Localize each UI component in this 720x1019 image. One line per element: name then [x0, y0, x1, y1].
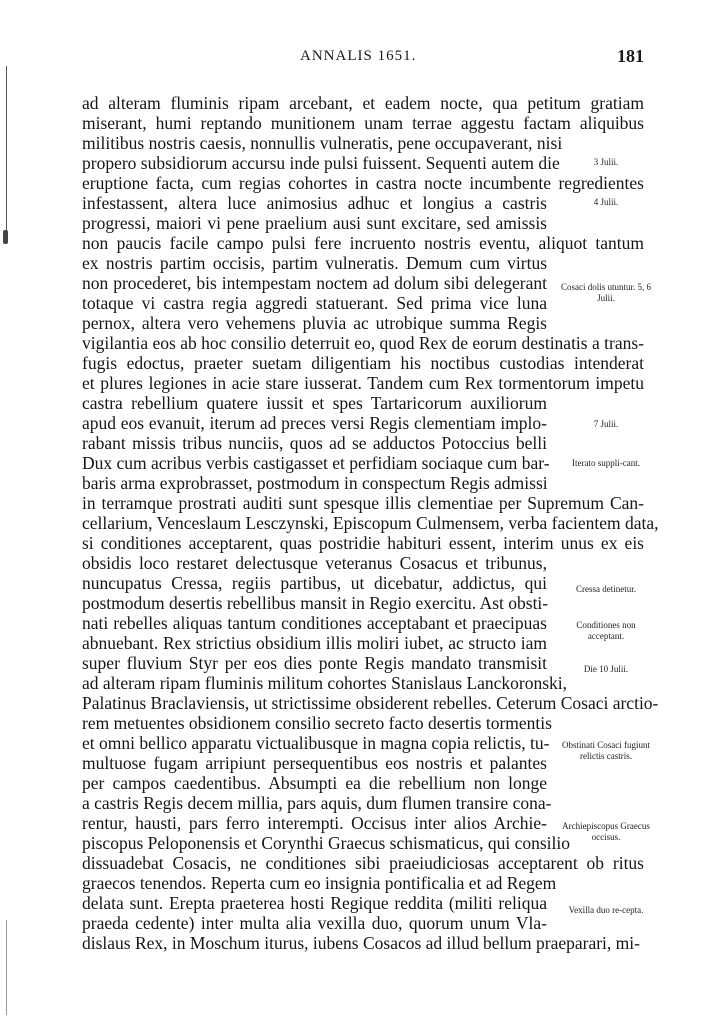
- page-edge-mark: [3, 230, 8, 244]
- margin-note: Vexilla duo re-cepta.: [568, 905, 644, 915]
- text-line: fugis edoctus, praeter suetam diligentiam his noctibus custodias intenderat: [82, 353, 644, 373]
- margin-note: Cressa detinetur.: [576, 584, 636, 594]
- text-line: infestassent, altera luce animosius adhuc et longius a castris: [82, 193, 547, 213]
- text-line: apud eos evanuit, iterum ad preces versi Regis clementiam implo-: [82, 413, 547, 433]
- margin-note: Die 10 Julii.: [583, 664, 629, 674]
- text-line: a castris Regis decem millia, pars aquis, dum flumen transire cona-: [82, 793, 552, 813]
- margin-note: Conditiones non acceptant.: [576, 620, 636, 641]
- text-line: dislaus Rex, in Moschum iturus, iubens Cosacos ad illud bellum praeparari, mi-: [82, 933, 640, 953]
- text-line: per campos caedentibus. Absumpti ea die rebellium non longe: [82, 773, 547, 793]
- text-line: si conditiones acceptarent, quas postridie habituri essent, interim unus ex eis: [82, 533, 644, 553]
- text-line: Dux cum acribus verbis castigasset et perfidiam sociaque cum bar-: [82, 453, 550, 473]
- text-line: in terramque prostrati auditi sunt spesque illis clementiae per Supremum Can-: [82, 493, 644, 513]
- text-line: eruptione facta, cum regias cohortes in castra nocte incumbente regredientes: [82, 173, 644, 193]
- text-line: multuose fugam arripiunt persequentibus eos nostris et palantes: [82, 753, 547, 773]
- text-line: et omni bellico apparatu victualibusque in magna copia relictis, tu-: [82, 733, 550, 753]
- margin-note: 3 Julii.: [593, 157, 619, 167]
- text-line: graecos tenendos. Reperta cum eo insignia pontificalia et ad Regem: [82, 873, 557, 893]
- text-line: Palatinus Braclaviensis, ut strictissime obsiderent rebelles. Ceterum Cosaci arctio-: [82, 693, 659, 713]
- text-line: pernox, altera vero vehemens pluvia ac utrobique summa Regis: [82, 313, 547, 333]
- margin-note: 4 Julii.: [593, 197, 619, 207]
- margin-note: Cosaci dolis utuntur. 5, 6 Julii.: [561, 282, 651, 303]
- text-line: propero subsidiorum accursu inde pulsi fuissent. Sequenti autem die: [82, 153, 560, 173]
- text-line: et plures legiones in acie stare iusserat. Tandem cum Rex tormentorum impetu: [82, 373, 644, 393]
- text-line: vigilantia eos ab hoc consilio deterruit eo, quod Rex de eorum destinatis a trans-: [82, 333, 644, 353]
- text-line: progressi, maiori vi pene praelium ausi sunt excitare, sed amissis: [82, 213, 547, 233]
- text-line: cellarium, Venceslaum Lesczynski, Episcopum Culmensem, verba facientem data,: [82, 513, 659, 533]
- page-number: 181: [617, 46, 644, 66]
- text-line: baris arma exprobrasset, postmodum in conspectum Regis admissi: [82, 473, 548, 493]
- margin-note: Archiepiscopus Graecus occisus.: [562, 821, 650, 842]
- text-line: dissuadebat Cosacis, ne conditiones sibi praeiudiciosas acceptarent ob ritus: [82, 853, 644, 873]
- text-line: non paucis facile campo pulsi fere incruento nostris eventu, aliquot tantum: [82, 233, 644, 253]
- text-line: delata sunt. Erepta praeterea hosti Regique reddita (militi reliqua: [82, 893, 547, 913]
- text-line: militibus nostris caesis, nonnullis vulneratis, pene occupaverant, nisi: [82, 133, 563, 153]
- text-line: ad alteram ripam fluminis militum cohortes Stanislaus Lanckoronski,: [82, 673, 568, 693]
- text-line: totaque vi castra regia aggredi statuerant. Sed prima vice luna: [82, 293, 547, 313]
- text-line: nati rebelles aliquas tantum conditiones acceptabant et praecipuas: [82, 613, 547, 633]
- text-line: non procederet, bis intempestam noctem ad dolum sibi delegerant: [82, 273, 547, 293]
- text-line: praeda cedente) inter multa alia vexilla duo, quorum unum Vla-: [82, 913, 547, 933]
- text-line: ex nostris partim occisis, partim vulneratis. Demum cum virtus: [82, 253, 547, 273]
- text-line: rem metuentes obsidionem consilio secreto facto desertis tormentis: [82, 713, 552, 733]
- text-line: nuncupatus Cressa, regiis partibus, ut dicebatur, addictus, qui: [82, 573, 547, 593]
- text-line: rentur, hausti, pars ferro interempti. Occisus inter alios Archie-: [82, 813, 547, 833]
- margin-note: Obstinati Cosaci fugiunt relictis castris.: [562, 740, 650, 761]
- page-edge-line: [6, 66, 7, 238]
- text-line: ad alteram fluminis ripam arcebant, et eadem nocte, qua petitum gratiam: [82, 93, 644, 113]
- text-line: castra rebellium quatere iussit et spes Tartaricorum auxiliorum: [82, 393, 547, 413]
- page-edge-line: [6, 920, 7, 1015]
- running-header: ANNALIS 1651.: [300, 48, 417, 64]
- text-line: super fluvium Styr per eos dies ponte Regis mandato transmisit: [82, 653, 547, 673]
- text-line: postmodum desertis rebellibus mansit in Regio exercitu. Ast obsti-: [82, 593, 549, 613]
- text-line: rabant missis tribus nunciis, quos ad se adductos Potoccius belli: [82, 433, 547, 453]
- text-line: abnuebant. Rex strictius obsidium illis moliri iubet, ac structo iam: [82, 633, 547, 653]
- text-line: miserant, humi reptando munitionem unam terrae aggestu factam aliquibus: [82, 113, 644, 133]
- text-line: obsidis loco restaret delectusque veteranus Cosacus et tribunus,: [82, 553, 547, 573]
- margin-note: 7 Julii.: [593, 419, 619, 429]
- text-line: piscopus Peloponensis et Corynthi Graecus schismaticus, qui consilio: [82, 833, 571, 853]
- margin-note: Iterato suppli-cant.: [572, 458, 640, 468]
